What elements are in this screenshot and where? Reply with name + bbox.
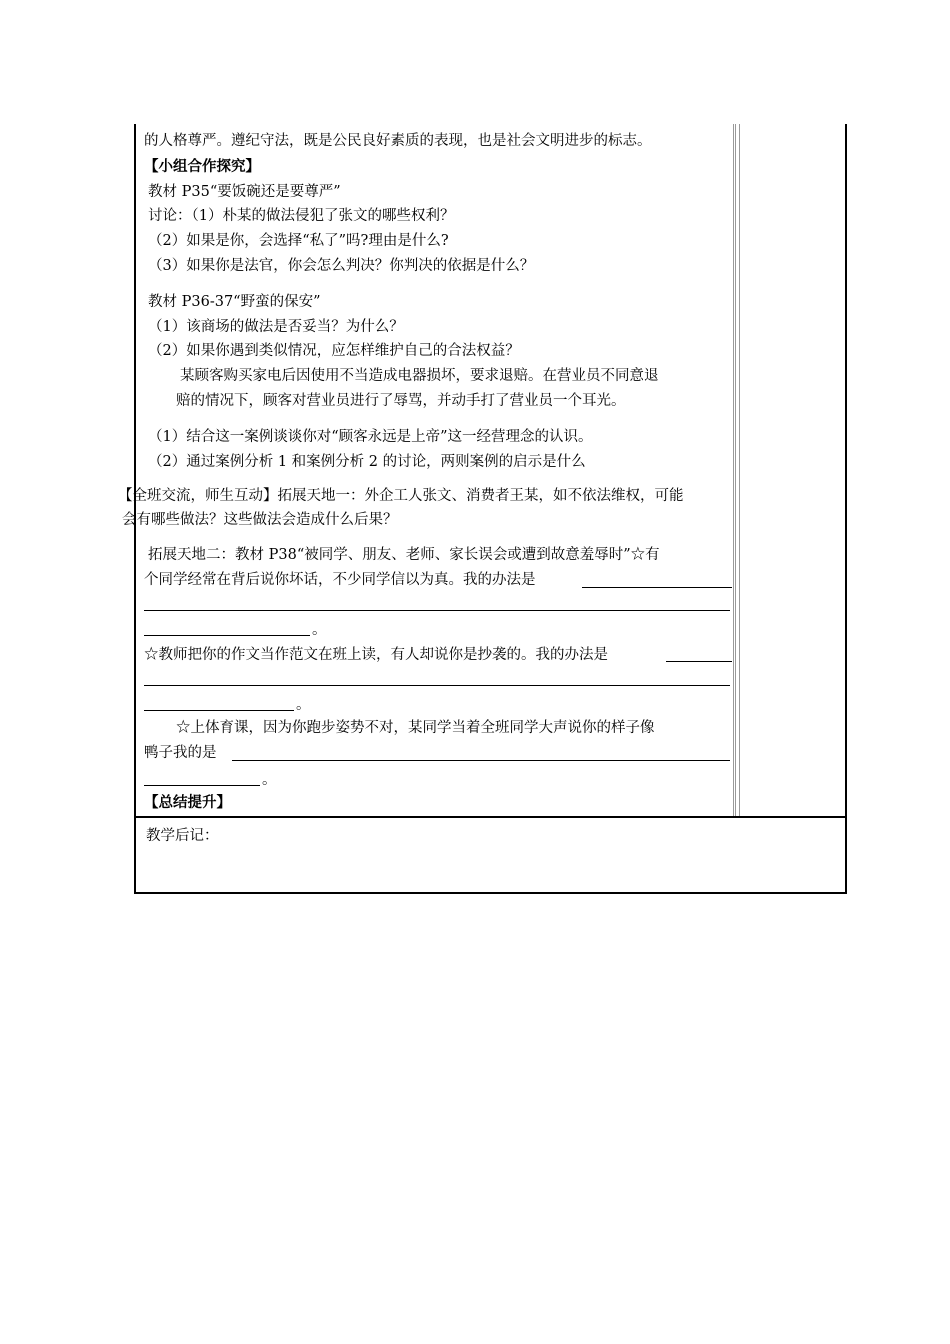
- case1-question-1: 讨论：（1）朴某的做法侵犯了张文的哪些权利？: [148, 208, 455, 224]
- answer-end-3: 。: [262, 772, 277, 788]
- teaching-notes-row: [136, 816, 845, 892]
- answer-end-1: 。: [312, 622, 327, 638]
- section-group-heading: 【小组合作探究】: [144, 158, 260, 175]
- class-exchange-text-2: 会有哪些做法？这些做法会造成什么后果？: [122, 512, 398, 528]
- answer-blank-1b[interactable]: [144, 610, 730, 611]
- case2-question-2: （2）如果你遇到类似情况，应怎样维护自己的合法权益？: [148, 343, 520, 359]
- case1-question-2: （2）如果是你，会选择“私了”吗?理由是什么?: [148, 233, 449, 249]
- case3-question-2: （2）通过案例分析 1 和案例分析 2 的讨论，两则案例的启示是什么: [148, 454, 586, 470]
- answer-blank-2c[interactable]: [144, 710, 294, 711]
- answer-blank-3a[interactable]: [232, 760, 730, 761]
- intro-text: 的人格尊严。遵纪守法，既是公民良好素质的表现，也是社会文明进步的标志。: [144, 133, 652, 149]
- answer-blank-2b[interactable]: [144, 685, 730, 686]
- extension2-text-2: 个同学经常在背后说你坏话，不少同学信以为真。我的办法是: [144, 572, 536, 588]
- extension2-text-1: 拓展天地二：教材 P38“被同学、朋友、老师、家长误会或遭到故意羞辱时”☆有: [148, 547, 660, 563]
- section-summary-heading: 【总结提升】: [144, 794, 231, 811]
- answer-end-2: 。: [296, 697, 311, 713]
- answer-blank-2a[interactable]: [666, 661, 732, 662]
- extension2-text-5: 鸭子我的是: [144, 745, 217, 761]
- answer-blank-1a[interactable]: [582, 587, 732, 588]
- extension2-text-3: ☆教师把你的作文当作范文在班上读，有人却说你是抄袭的。我的办法是: [144, 647, 608, 663]
- case2-title: 教材 P36-37“野蛮的保安”: [148, 294, 321, 310]
- answer-blank-3b[interactable]: [144, 785, 260, 786]
- case1-question-3: （3）如果你是法官，你会怎么判决？你判决的依据是什么？: [148, 258, 535, 274]
- case3-question-1: （1）结合这一案例谈谈你对“顾客永远是上帝”这一经营理念的认识。: [148, 429, 593, 445]
- extension2-text-4: ☆上体育课，因为你跑步姿势不对，某同学当着全班同学大声说你的样子像: [176, 720, 655, 736]
- case1-title: 教材 P35“要饭碗还是要尊严”: [148, 184, 341, 200]
- teaching-notes-label: 教学后记：: [146, 828, 219, 844]
- case3-text-1: 某顾客购买家电后因使用不当造成电器损坏，要求退赔。在营业员不同意退: [180, 368, 659, 384]
- case3-text-2: 赔的情况下，顾客对营业员进行了辱骂，并动手打了营业员一个耳光。: [176, 393, 626, 409]
- margin-notes-cell: [739, 124, 845, 816]
- case2-question-1: （1）该商场的做法是否妥当？为什么？: [148, 319, 404, 335]
- class-exchange-text-1: 【全班交流，师生互动】拓展天地一：外企工人张文、消费者王某，如不依法维权，可能: [118, 488, 684, 504]
- answer-blank-1c[interactable]: [144, 635, 310, 636]
